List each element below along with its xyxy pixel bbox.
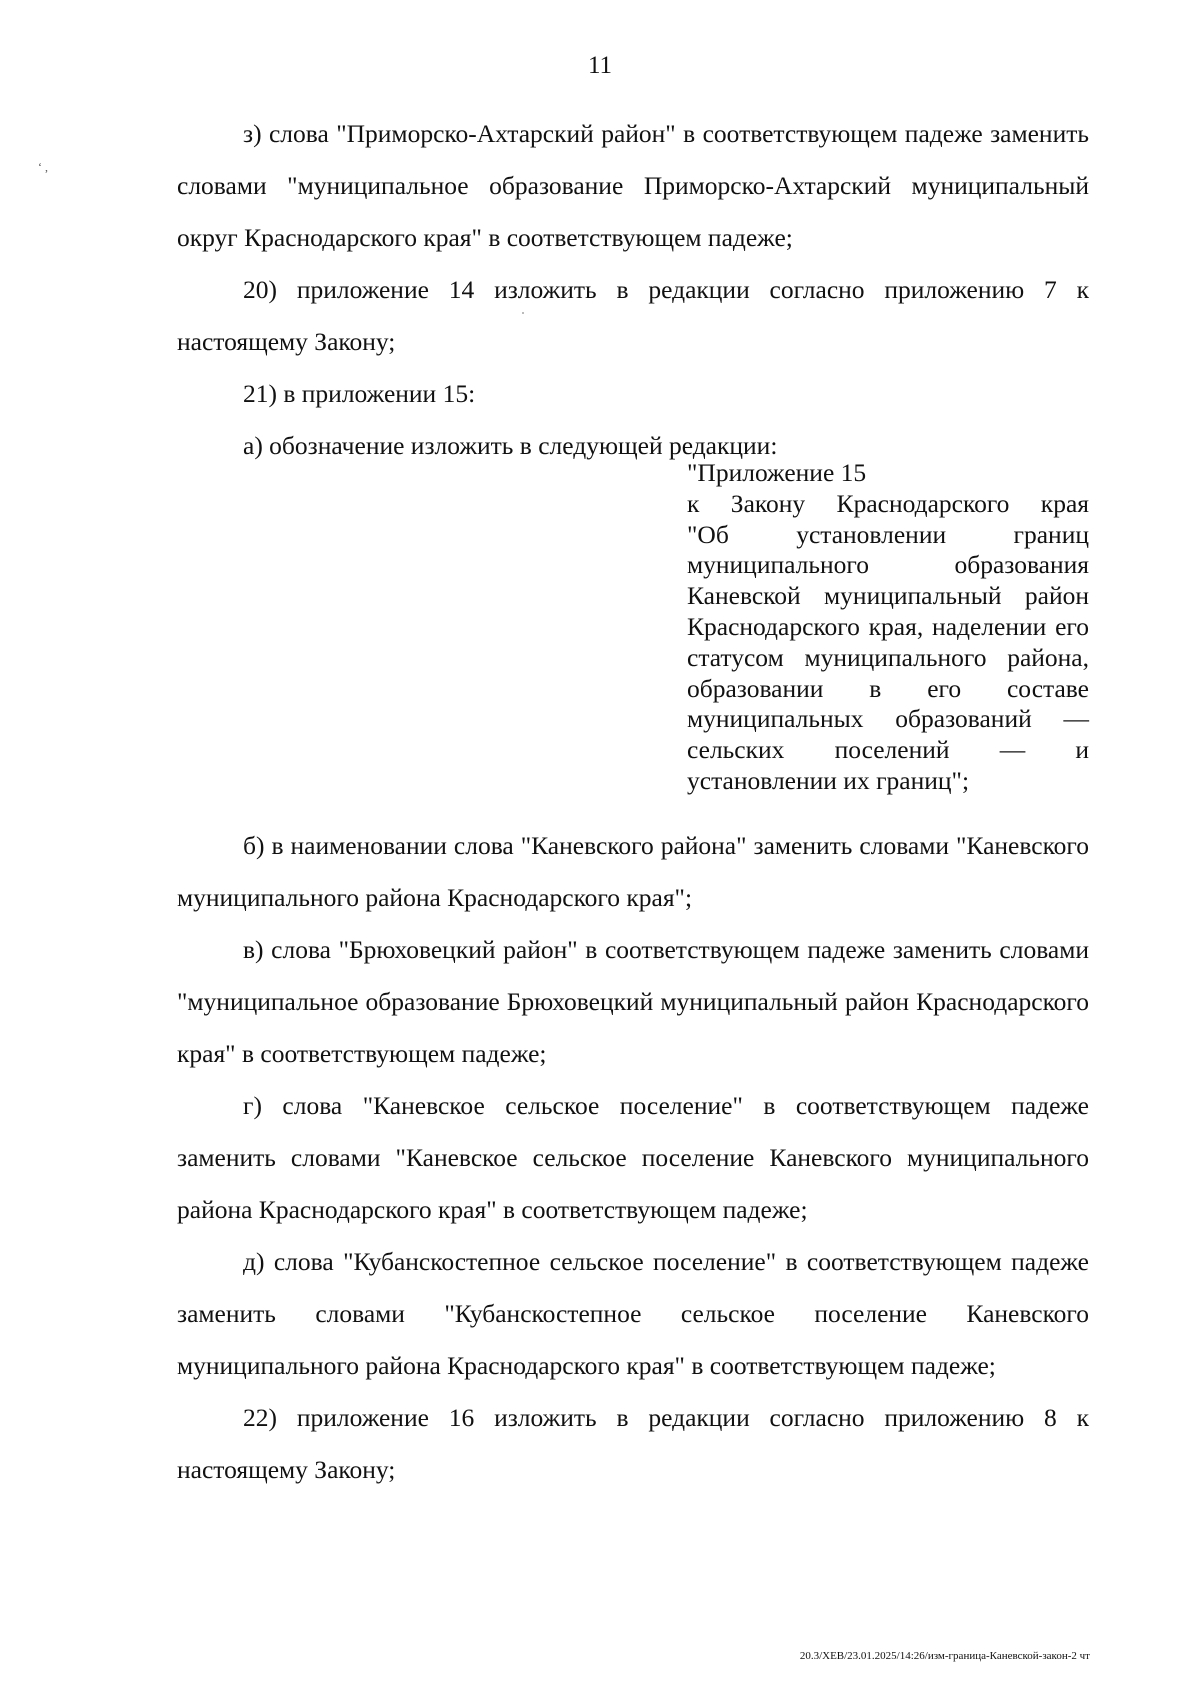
appendix-title: "Приложение 15 (687, 458, 867, 487)
paragraph-g: г) слова "Каневское сельское поселение" в соответствующем падеже заменить словами "Каневское сельское поселение Каневского муниципального района Краснодарского края" в соответствующем падеже; (177, 1091, 1089, 1224)
document-footer-code: 20.3/ХЕВ/23.01.2025/14:26/изм-граница-Каневской-закон-2 чт (799, 1650, 1090, 1662)
paragraph-d: д) слова "Кубанскостепное сельское поселение" в соответствующем падеже заменить словами "Кубанскостепное сельское поселение Каневского муниципального района Краснодарского края" в соответствующем падеже; (177, 1247, 1089, 1380)
appendix-law-title: "Об установлении границ муниципального образования Каневской муниципальный район Краснодарского края, наделении его статусом муниципального района, образовании в его составе муниципальных образований — сельских поселений — и установлении их границ"; (687, 519, 1089, 795)
appendix-law-reference: к Закону Краснодарского края (687, 488, 1089, 518)
document-body-top (177, 108, 1089, 472)
document-body-bottom (177, 820, 1089, 1496)
appendix-heading-block (687, 458, 1089, 797)
page-number: 11 (587, 52, 613, 79)
paragraph-v: в) слова "Брюховецкий район" в соответствующем падеже заменить словами "муниципальное образование Брюховецкий муниципальный район Краснодарского края" в соответствующем падеже; (177, 935, 1089, 1068)
paragraph-21: 21) в приложении 15: (243, 379, 476, 408)
paragraph-b: б) в наименовании слова "Каневского района" заменить словами "Каневского муниципального района Краснодарского края"; (177, 831, 1089, 912)
paragraph-22: 22) приложение 16 изложить в редакции согласно приложению 8 к настоящему Закону; (177, 1403, 1089, 1484)
paragraph-z: з) слова "Приморско-Ахтарский район" в соответствующем падеже заменить словами "муниципальное образование Приморско-Ахтарский муниципальный округ Краснодарского края" в соответствующем падеже; (177, 119, 1089, 252)
paragraph-20: 20) приложение 14 изложить в редакции согласно приложению 7 к настоящему Закону; (177, 275, 1089, 356)
margin-scan-mark: ‘ , (38, 160, 48, 174)
paragraph-a: а) обозначение изложить в следующей редакции: (243, 431, 778, 460)
